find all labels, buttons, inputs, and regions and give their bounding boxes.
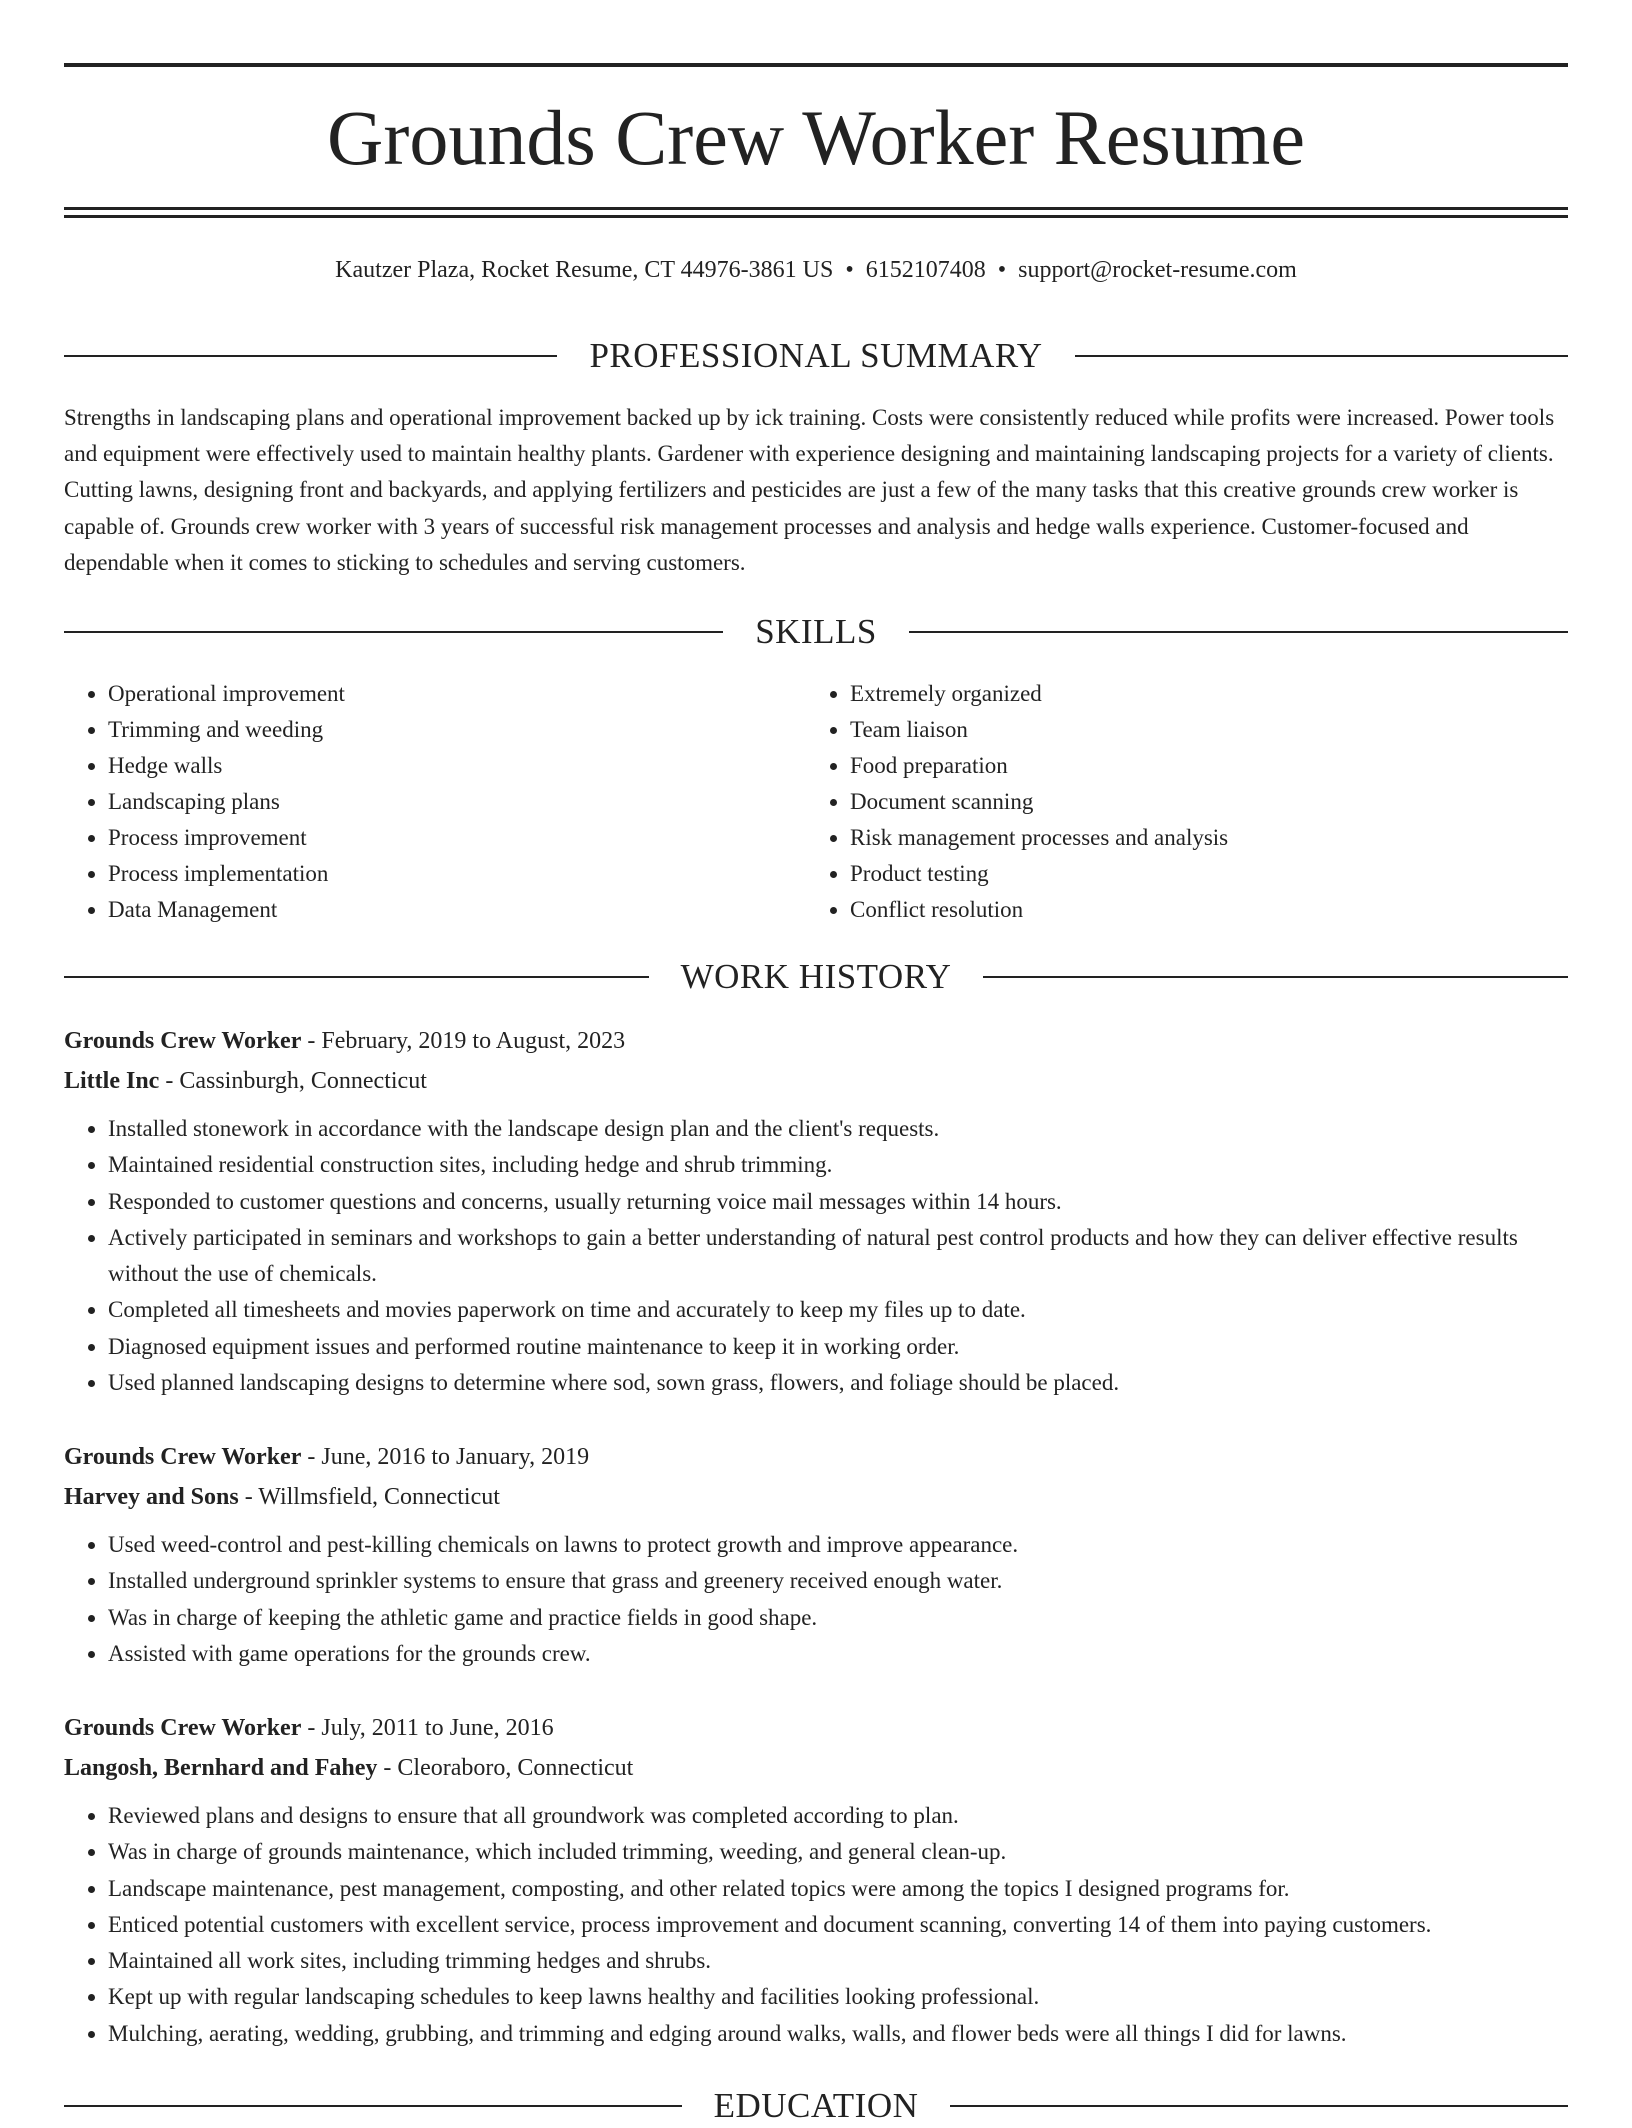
job-location: - Cassinburgh, Connecticut [159,1068,427,1094]
job-bullet: • Installed underground sprinkler systems to ensure that grass and greenery received enough water. [108,1563,1568,1599]
section-heading-work-history [64,955,1568,999]
job-title-line [64,1437,1568,1477]
job-bullet: • Reviewed plans and designs to ensure that all groundwork was completed according to plan. [108,1798,1568,1834]
job-bullet: • Used weed-control and pest-killing chemicals on lawns to protect growth and improve appearance. [108,1527,1568,1563]
job-bullet: • Was in charge of keeping the athletic game and practice fields in good shape. [108,1600,1568,1636]
heading-rule-left [64,2105,682,2107]
skill-item: • Risk management processes and analysis [850,820,1548,856]
job-bullet: • Completed all timesheets and movies paperwork on time and accurately to keep my files up to date. [108,1292,1568,1328]
contact-separator: • [845,257,854,283]
contact-line [64,254,1568,286]
section-heading-education [64,2084,1568,2128]
contact-phone: 6152107408 [865,257,986,283]
section-heading-label: WORK HISTORY [680,957,952,996]
job-company: Little Inc [64,1068,160,1094]
skill-item: • Team liaison [850,712,1548,748]
job-company-line [64,1748,1568,1788]
job-bullet: • Mulching, aerating, wedding, grubbing, and trimming and edging around walks, walls, and flower beds were all things I did for lawns. [108,2016,1568,2052]
job-bullet: • Maintained all work sites, including trimming hedges and shrubs. [108,1943,1568,1979]
skill-item: • Process implementation [108,856,806,892]
job-dates: - June, 2016 to January, 2019 [301,1444,590,1470]
job-title: Grounds Crew Worker [64,1444,302,1470]
skill-item: • Operational improvement [108,676,806,712]
job-bullet: • Responded to customer questions and concerns, usually returning voice mail messages within 14 hours. [108,1184,1568,1220]
heading-rule-left [64,355,557,357]
section-heading-label: PROFESSIONAL SUMMARY [589,336,1043,375]
job-entry [64,1437,1568,1672]
top-rule [64,63,1568,67]
job-dates: - July, 2011 to June, 2016 [301,1715,554,1741]
job-title-line [64,1708,1568,1748]
skill-item: • Hedge walls [108,748,806,784]
skill-item: • Process improvement [108,820,806,856]
job-title: Grounds Crew Worker [64,1028,302,1054]
job-bullets [64,1111,1568,1401]
job-dates: - February, 2019 to August, 2023 [301,1028,626,1054]
job-entry [64,1021,1568,1401]
job-company: Harvey and Sons [64,1484,239,1510]
skill-item: • Data Management [108,892,806,928]
job-bullet: • Maintained residential construction sites, including hedge and shrub trimming. [108,1147,1568,1183]
job-bullet: • Assisted with game operations for the grounds crew. [108,1636,1568,1672]
summary-paragraph: Strengths in landscaping plans and operational improvement backed up by ick training. Costs were consistently reduced while profits were increased. Power tools and equipment were effectively used to maintain healthy plants. Gardener with experience designing and maintaining landscaping projects for a variety of clients. Cutting lawns, designing front and backyards, and applying fertilizers and pesticides are just a few of the many tasks that this creative grounds crew worker is capable of. Grounds crew worker with 3 years of successful risk management processes and analysis and hedge walls experience. Customer-focused and dependable when it comes to sticking to schedules and serving customers. [64,405,1555,575]
job-location: - Cleoraboro, Connecticut [377,1755,634,1781]
skill-item: • Food preparation [850,748,1548,784]
job-bullet: • Enticed potential customers with excellent service, process improvement and document scanning, converting 14 of them into paying customers. [108,1907,1568,1943]
skill-item: • Document scanning [850,784,1548,820]
heading-rule-left [64,976,649,978]
job-company-line [64,1477,1568,1517]
job-bullets [64,1527,1568,1672]
skill-item: • Conflict resolution [850,892,1548,928]
resume-title: Grounds Crew Worker Resume [327,94,1305,181]
heading-rule-right [983,976,1568,978]
skills-list [64,676,1568,928]
heading-rule-right [1075,355,1568,357]
section-heading-skills [64,610,1568,654]
job-bullets [64,1798,1568,2052]
contact-separator: • [997,257,1007,283]
contact-address: Kautzer Plaza, Rocket Resume, CT 44976-3861 US [335,257,834,283]
job-company-line [64,1061,1568,1101]
heading-rule-left [64,631,723,633]
job-title-line [64,1021,1568,1061]
skill-item: • Product testing [850,856,1548,892]
job-bullet: • Actively participated in seminars and workshops to gain a better understanding of natural pest control products and how they can deliver effective results without the use of chemicals. [108,1220,1568,1293]
job-bullet: • Diagnosed equipment issues and performed routine maintenance to keep it in working order. [108,1329,1568,1365]
job-bullet: • Installed stonework in accordance with the landscape design plan and the client's requests. [108,1111,1568,1147]
job-location: - Willmsfield, Connecticut [238,1484,500,1510]
job-bullet: • Kept up with regular landscaping schedules to keep lawns healthy and facilities looking professional. [108,1979,1568,2015]
contact-email: support@rocket-resume.com [1018,257,1297,283]
section-heading-label: EDUCATION [713,2086,919,2125]
job-bullet: • Was in charge of grounds maintenance, which included trimming, weeding, and general clean-up. [108,1834,1568,1870]
section-heading-label: SKILLS [755,612,877,651]
job-company: Langosh, Bernhard and Fahey [64,1755,378,1781]
skill-item: • Landscaping plans [108,784,806,820]
job-title: Grounds Crew Worker [64,1715,302,1741]
job-entry [64,1708,1568,2052]
heading-rule-right [950,2105,1568,2107]
skills-column-right [806,676,1548,928]
job-bullet: • Used planned landscaping designs to determine where sod, sown grass, flowers, and foliage should be placed. [108,1365,1568,1401]
skills-column-left [64,676,806,928]
job-bullet: • Landscape maintenance, pest management, composting, and other related topics were among the topics I designed programs for. [108,1871,1568,1907]
heading-rule-right [909,631,1568,633]
title-double-rule [64,207,1568,218]
skill-item: • Trimming and weeding [108,712,806,748]
skill-item: • Extremely organized [850,676,1548,712]
section-heading-summary [64,334,1568,378]
